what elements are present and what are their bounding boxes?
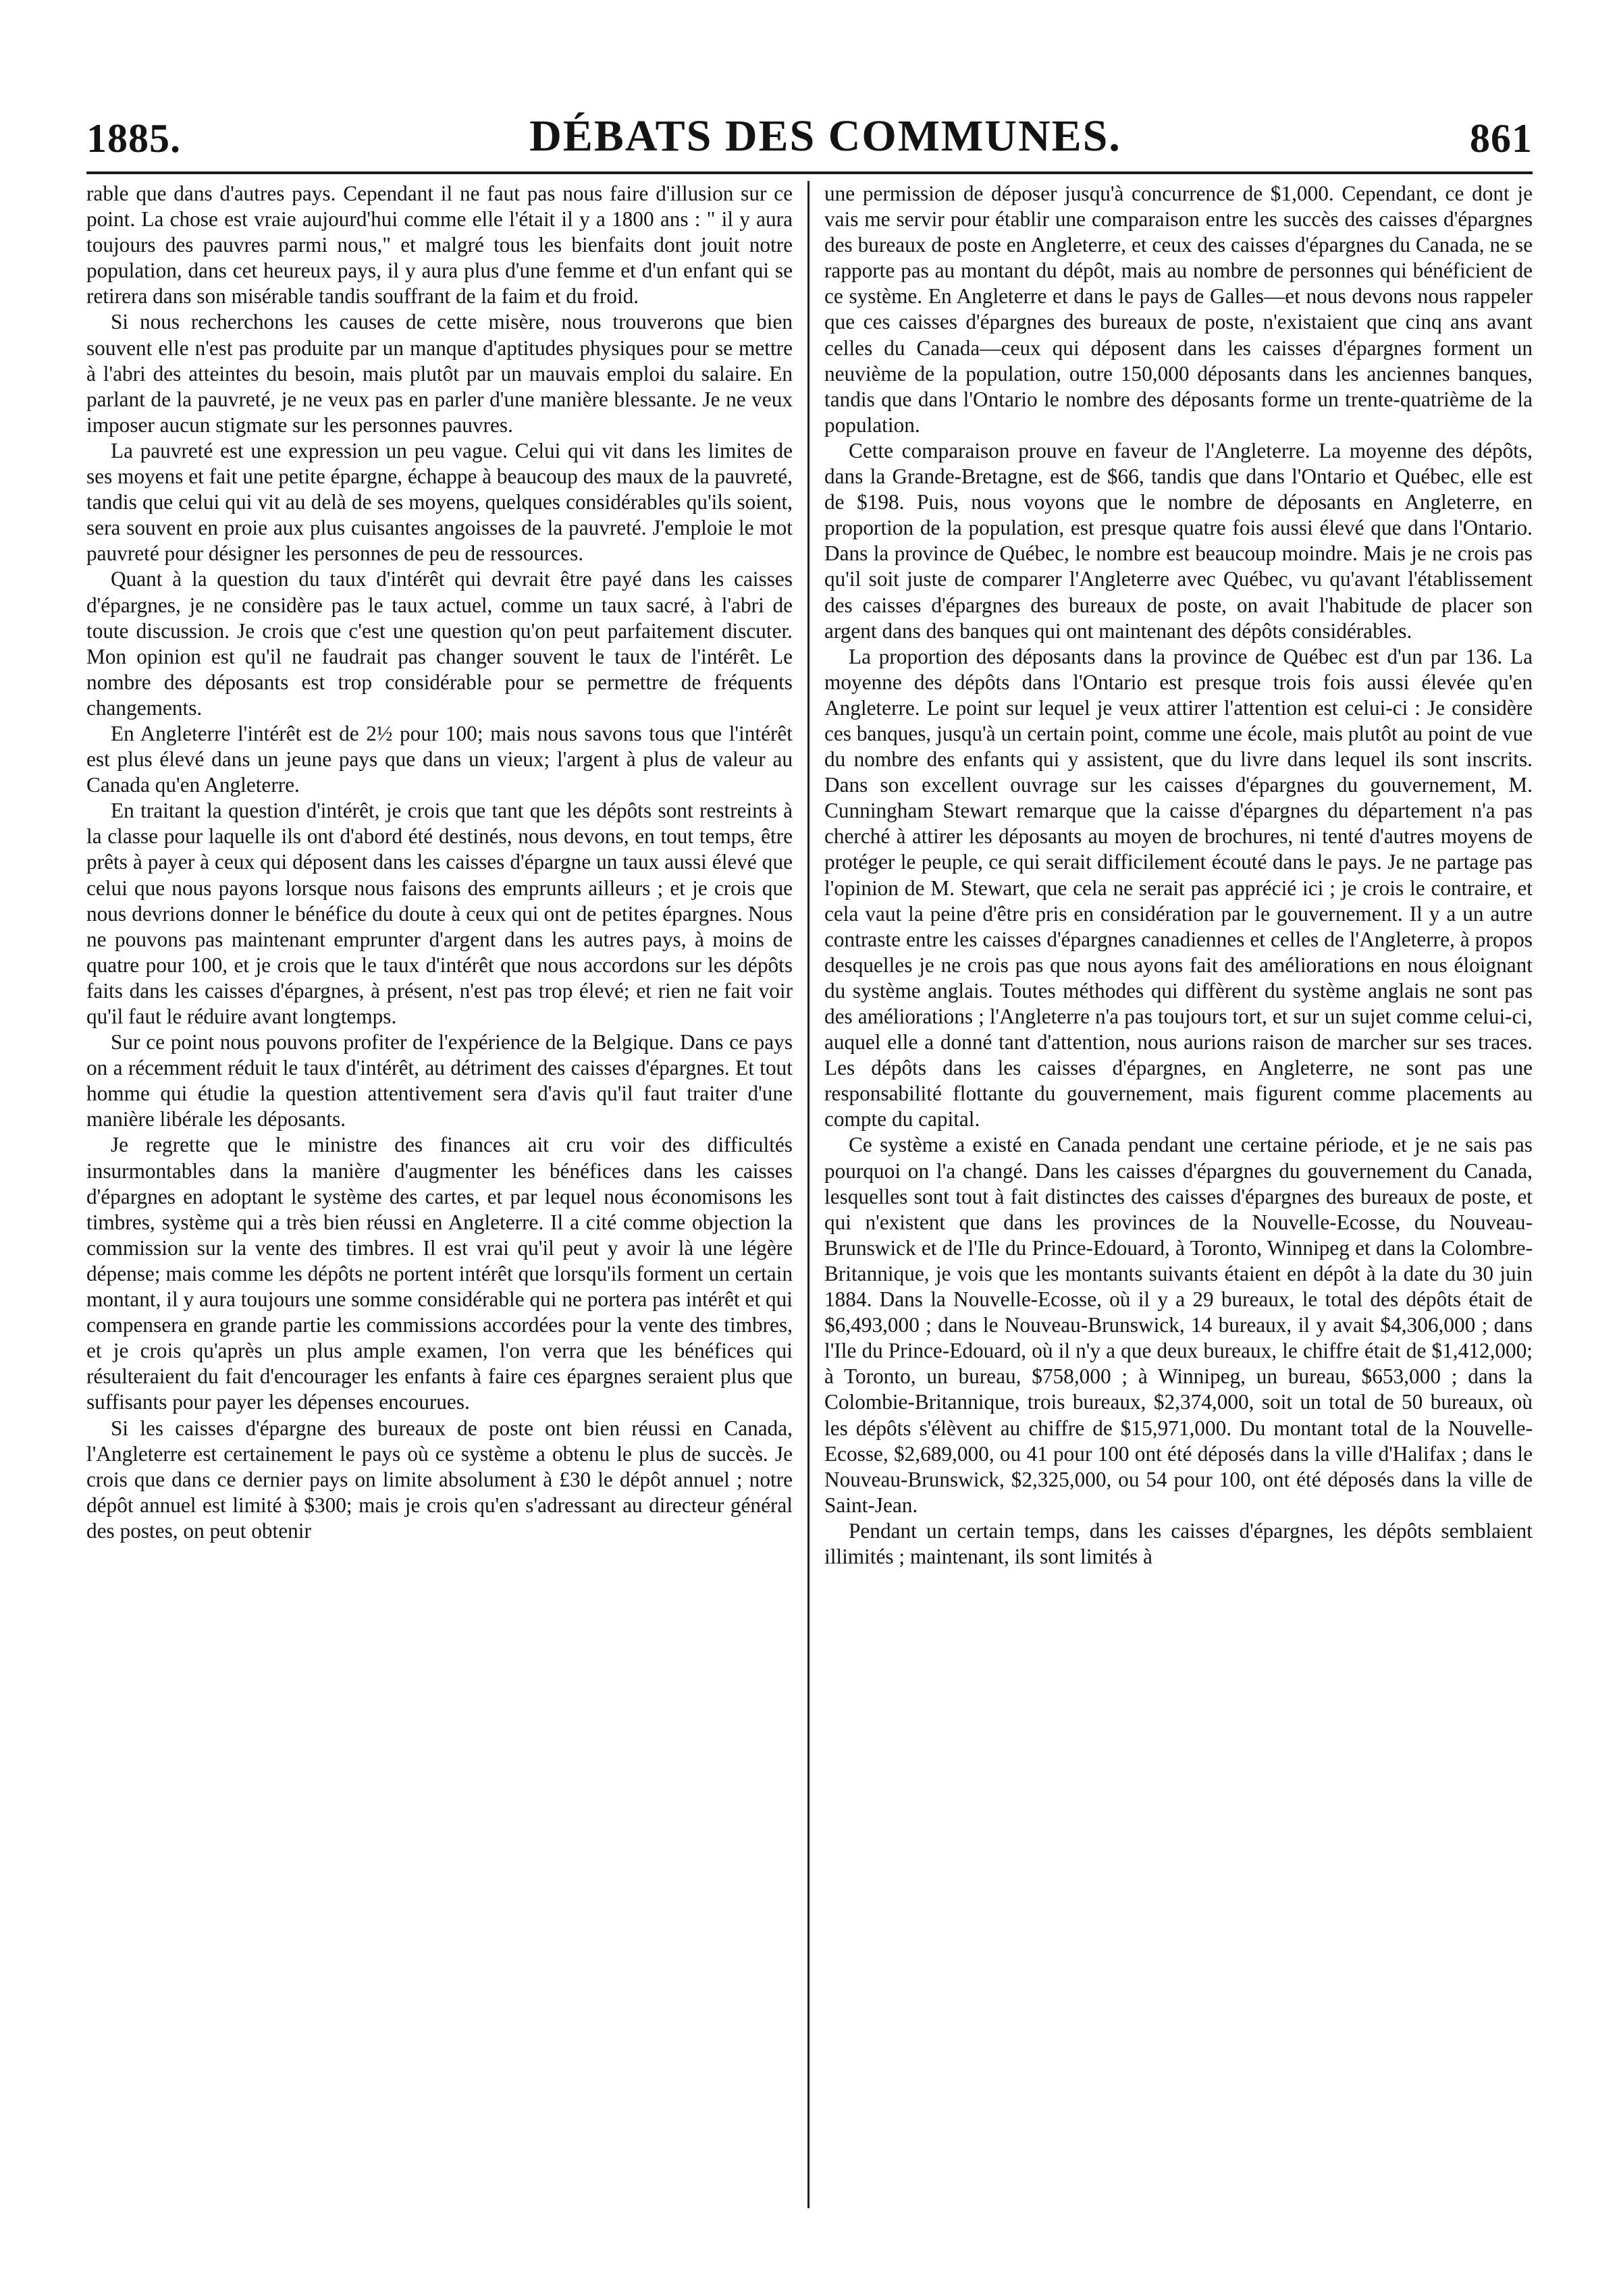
paragraph: Si nous recherchons les causes de cette misère, nous trouverons que bien souvent elle n'est pas produite par un manque d'aptitudes physiques pour se mettre à l'abri des atteintes du besoin, mais plutôt par un mauvais emploi du salaire. En parlant de la pauvreté, je ne veux pas en parler d'une manière blessante. Je ne veux imposer aucun stigmate sur les personnes pauvres. [86,310,793,437]
text-columns [86,181,1533,2208]
paragraph: Quant à la question du taux d'intérêt qui devrait être payé dans les caisses d'épargnes, je ne considère pas le taux actuel, comme un taux sacré, à l'abri de toute discussion. Je crois que c'est une question qu'on peut parfaitement discuter. Mon opinion est qu'il ne faudrait pas changer souvent le taux de l'intérêt. Le nombre des déposants est trop considérable pour se permettre de fréquents changements. [86,567,793,720]
paragraph: rable que dans d'autres pays. Cependant il ne faut pas nous faire d'illusion sur ce point. La chose est vraie aujourd'hui comme elle l'était il y a 1800 ans : " il y aura toujours des pauvres parmi nous," et malgré tous les bienfaits dont jouit notre population, dans cet heureux pays, il y aura plus d'une femme et d'un enfant qui se retirera dans son misérable tandis souffrant de la faim et du froid. [86,182,793,309]
paragraph: Cette comparaison prouve en faveur de l'Angleterre. La moyenne des dépôts, dans la Grande-Bretagne, est de $66, tandis que dans l'Ontario et Québec, elle est de $198. Puis, nous voyons que le nombre de déposants en Angleterre, en proportion de la population, est presque quatre fois aussi élevé que dans l'Ontario. Dans la province de Québec, le nombre est beaucoup moindre. Mais je ne crois pas qu'il soit juste de comparer l'Angleterre avec Québec, vu qu'avant l'établissement des caisses d'épargnes des bureaux de poste, on avait l'habitude de placer son argent dans des banques qui ont maintenant des dépôts considérables. [824,438,1533,643]
page-header [86,88,1533,174]
paragraph: une permission de déposer jusqu'à concurrence de $1,000. Cependant, ce dont je vais me servir pour établir une comparaison entre les succès des caisses d'épargnes des bureaux de poste en Angleterre, et ceux des caisses d'épargnes du Canada, ne se rapporte pas au montant du dépôt, mais au nombre de personnes qui bénéficient de ce système. En Angleterre et dans le pays de Galles—et nous devons nous rappeler que ces caisses d'épargnes des bureaux de poste, n'existaient que cinq ans avant celles du Canada—ceux qui déposent dans les caisses d'épargnes forment un neuvième de la population, outre 150,000 déposants dans les anciennes banques, tandis que dans l'Ontario le nombre des déposants forme un trente-quatrième de la population. [824,182,1533,437]
page-title: DÉBATS DES COMMUNES. [529,111,1121,161]
paragraph: La pauvreté est une expression un peu vague. Celui qui vit dans les limites de ses moyens et fait une petite épargne, échappe à beaucoup des maux de la pauvreté, tandis que celui qui vit au delà de ses moyens, quelques considérables qu'ils soient, sera souvent en proie aux plus cuisantes angoisses de la pauvreté. J'emploie le mot pauvreté pour désigner les personnes de peu de ressources. [86,438,793,566]
paragraph: En traitant la question d'intérêt, je crois que tant que les dépôts sont restreints à la classe pour laquelle ils ont d'abord été destinés, nous devons, en tout temps, être prêts à payer à ceux qui déposent dans les caisses d'épargne un taux aussi élevé que celui que nous payons lorsque nous faisons des emprunts ailleurs ; et je crois que nous devrions donner le bénéfice du doute à ceux qui ont de petites épargnes. Nous ne pouvons pas maintenant emprunter d'argent dans les autres pays, à moins de quatre pour 100, et je crois que le taux d'intérêt que nous accordons sur les dépôts faits dans les caisses d'épargnes, à présent, n'est pas trop élevé; et rien ne fait voir qu'il faut le réduire avant longtemps. [86,799,793,1028]
right-column [810,181,1533,2208]
header-year: 1885. [86,116,181,161]
paragraph: Pendant un certain temps, dans les caisses d'épargnes, les dépôts semblaient illimités ; maintenant, ils sont limités à [824,1518,1533,1568]
page-number: 861 [1469,116,1533,161]
left-column [86,181,810,2208]
paragraph: La proportion des déposants dans la province de Québec est d'un par 136. La moyenne des dépôts dans l'Ontario est presque trois fois aussi élevée qu'en Angleterre. Le point sur lequel je veux attirer l'attention est celui-ci : Je considère ces banques, jusqu'à un certain point, comme une école, mais plutôt au point de vue du nombre des enfants qui y assistent, que du livre dans lequel ils sont inscrits. Dans son excellent ouvrage sur les caisses d'épargnes du gouvernement, M. Cunningham Stewart remarque que la caisse d'épargnes du département n'a pas cherché à attirer les déposants au moyen de brochures, ni tenté d'autres moyens de protéger le peuple, ce qui serait difficilement écouté dans le pays. Je ne partage pas l'opinion de M. Stewart, que cela ne serait pas apprécié ici ; je crois le contraire, et cela vaut la peine d'être pris en considération par le gouvernement. Il y a un autre contraste entre les caisses d'épargnes canadiennes et celles de l'Angleterre, à propos desquelles je ne crois pas que nous ayons fait des améliorations en nous éloignant du système anglais. Toutes méthodes qui diffèrent du système anglais ne sont pas des améliorations ; l'Angleterre n'a pas toujours tort, et sur un sujet comme celui-ci, auquel elle a donné tant d'attention, nous aurions raison de marcher sur ses traces. Les dépôts dans les caisses d'épargnes, en Angleterre, ne sont pas une responsabilité flottante du gouvernement, mais figurent comme placements au compte du capital. [824,644,1533,1131]
paragraph: En Angleterre l'intérêt est de 2½ pour 100; mais nous savons tous que l'intérêt est plus élevé dans un jeune pays que dans un vieux; l'argent à plus de valeur au Canada qu'en Angleterre. [86,721,793,797]
paragraph: Ce système a existé en Canada pendant une certaine période, et je ne sais pas pourquoi on l'a changé. Dans les caisses d'épargnes du gouvernement du Canada, lesquelles sont tout à fait distinctes des caisses d'épargnes des bureaux de poste, et qui n'existent que dans les provinces de la Nouvelle-Ecosse, du Nouveau-Brunswick et de l'Ile du Prince-Edouard, à Toronto, Winnipeg et dans la Colombre-Britannique, je vois que les montants suivants étaient en dépôt à la date du 30 juin 1884. Dans la Nouvelle-Ecosse, où il y a 29 bureaux, le total des dépôts était de $6,493,000 ; dans le Nouveau-Brunswick, 14 bureaux, il y avait $4,306,000 ; dans l'Ile du Prince-Edouard, où il n'y a que deux bureaux, le chiffre était de $1,412,000; à Toronto, un bureau, $758,000 ; à Winnipeg, un bureau, $653,000 ; dans la Colombie-Britannique, trois bureaux, $2,374,000, soit un total de 50 bureaux, où les dépôts s'élèvent au chiffre de $15,971,000. Du montant total de la Nouvelle-Ecosse, $2,689,000, ou 41 pour 100 ont été déposés dans la ville d'Halifax ; dans le Nouveau-Brunswick, $2,325,000, ou 54 pour 100, ont été déposés dans la ville de Saint-Jean. [824,1133,1533,1517]
paragraph: Sur ce point nous pouvons profiter de l'expérience de la Belgique. Dans ce pays on a récemment réduit le taux d'intérêt, au détriment des caisses d'épargnes. Et tout homme qui étudie la question attentivement sera d'avis qu'il faut traiter d'une manière libérale les déposants. [86,1030,793,1131]
paragraph: Si les caisses d'épargne des bureaux de poste ont bien réussi en Canada, l'Angleterre est certainement le pays où ce système a obtenu le plus de succès. Je crois que dans ce dernier pays on limite absolument à £30 le dépôt annuel ; notre dépôt annuel est limité à $300; mais je crois qu'en s'adressant au directeur général des postes, on peut obtenir [86,1416,793,1543]
paragraph: Je regrette que le ministre des finances ait cru voir des difficultés insurmontables dans la manière d'augmenter les bénéfices dans les caisses d'épargnes en adoptant le système des cartes, et par lequel nous économisons les timbres, système qui a très bien réussi en Angleterre. Il a cité comme objection la commission sur la vente des timbres. Il est vrai qu'il peut y avoir là une légère dépense; mais comme les dépôts ne portent intérêt que lorsqu'ils forment un certain montant, il y aura toujours une somme considérable qui ne portera pas intérêt et qui compensera en grande partie les commissions accordées pour la vente des timbres, et je crois qu'après un plus ample examen, l'on verra que les bénéfices qui résulteraient du fait d'encourager les enfants à faire ces épargnes seraient plus que suffisants pour payer les dépenses encourues. [86,1133,793,1414]
